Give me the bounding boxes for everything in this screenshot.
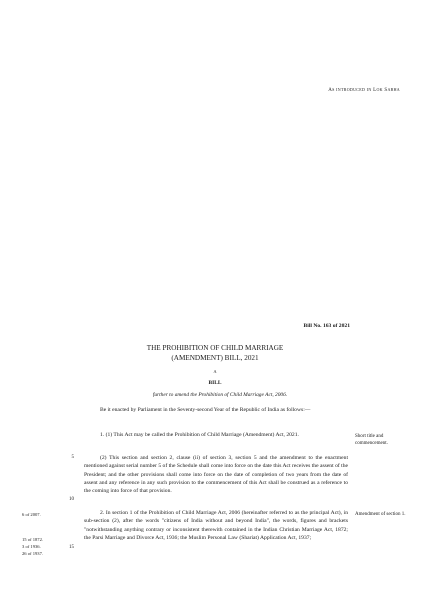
margin-reference: 6 of 2007. bbox=[22, 512, 41, 517]
section-2-text: 2. In section 1 of the Prohibition of Child Marriage Act, 2006 (hereinafter referred to as the principal Act), in sub-section (2), after the words "citizens of India without and beyond India", the words, figures and brackets "notwithstanding anything contrary or inconsistent therewith contained in the Indian Christian Marriage Act, 1872; the Parsi Marriage and Divorce Act, 1936; the Muslim Personal Law (Shariat) Application Act, 1937; bbox=[84, 510, 348, 541]
margin-reference: 3 of 1936. bbox=[22, 544, 41, 549]
section-1-subsection-2: (2) This section and section 2, clause (ii) of section 3, section 5 and the amendment to the enactment mentioned against serial number 5 of the Schedule shall come into force on the date this Act receives the assent of the President; and the other provisions shall come into force on the date of completion of two years from the date of assent and any reference in any such provision to the commencement of this Act shall be construed as a reference to the coming into force of that provision. bbox=[84, 455, 348, 495]
long-title: further to amend the Prohibition of Child Marriage Act, 2006. bbox=[152, 392, 288, 398]
line-number: 5 bbox=[71, 455, 74, 460]
bill-number: Bill No. 163 of 2021 bbox=[303, 323, 350, 329]
line-number: 15 bbox=[69, 545, 74, 550]
margin-reference: 15 of 1872. bbox=[22, 537, 44, 542]
introduced-in-lok-sabha: As introduced in Lok Sabha bbox=[328, 88, 400, 93]
section-1-subsection-1: 1. (1) This Act may be called the Prohibition of Child Marriage (Amendment) Act, 2021. bbox=[100, 432, 299, 438]
bill-title-line2: (AMENDMENT) BILL, 2021 bbox=[171, 354, 259, 362]
line-number: 10 bbox=[69, 497, 74, 502]
bill-title-line1: THE PROHIBITION OF CHILD MARRIAGE bbox=[146, 344, 284, 352]
side-note-short-title: Short title and commencement. bbox=[355, 434, 388, 446]
bill-title bbox=[90, 343, 340, 363]
enacting-formula: Be it enacted by Parliament in the Seventy-second Year of the Republic of India as follows:— bbox=[100, 407, 311, 413]
bill-heading: BILL bbox=[208, 380, 222, 386]
side-note-amendment-section-1: Amendment of section 1. bbox=[355, 512, 406, 517]
margin-reference: 26 of 1937. bbox=[22, 551, 44, 556]
article-a: A bbox=[213, 369, 217, 374]
